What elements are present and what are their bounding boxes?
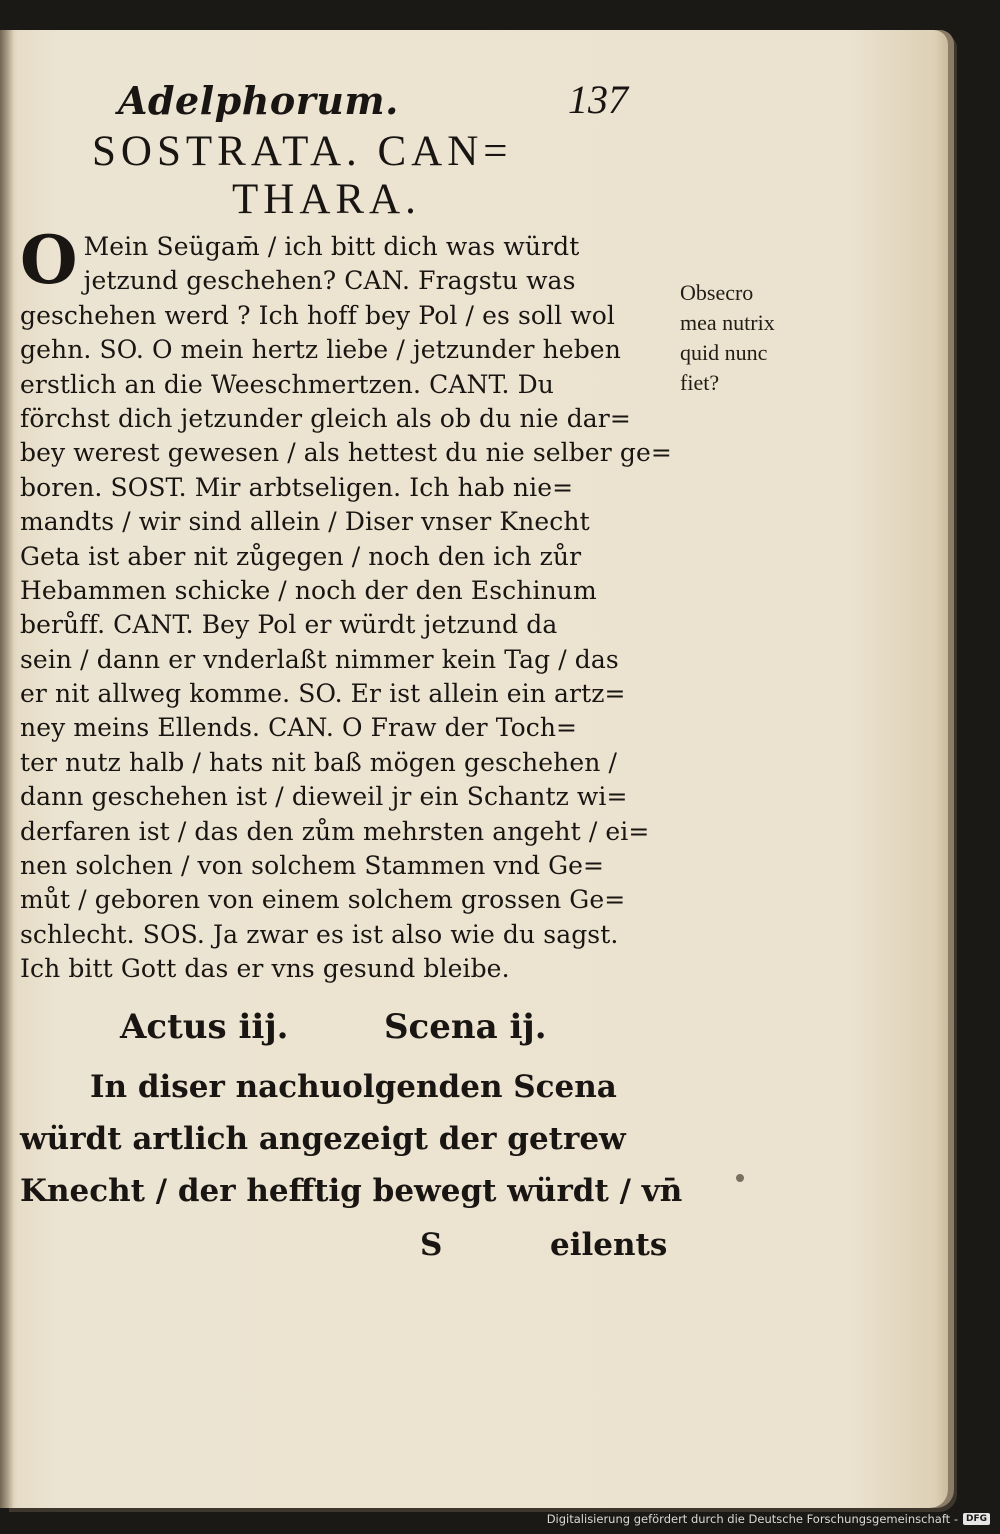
text-line: Geta ist aber nit zůgegen / noch den ich zůr bbox=[20, 541, 582, 571]
text-line: gehn. SO. O mein hertz liebe / jetzunder heben bbox=[20, 335, 621, 365]
dialogue-text bbox=[20, 221, 672, 987]
page-foot bbox=[20, 1217, 670, 1277]
text-line: erstlich an die Weeschmertzen. CANT. Du bbox=[20, 369, 554, 399]
text-line: geschehen werd ? Ich hoff bey Pol / es soll wol bbox=[20, 300, 616, 330]
scene-heading bbox=[20, 128, 670, 224]
text-line: schlecht. SOS. Ja zwar es ist also wie du sagst. bbox=[20, 919, 619, 949]
text-line: můt / geboren von einem solchem grossen Ge= bbox=[20, 885, 626, 915]
argument-line: würdt artlich angezeigt der getrew bbox=[20, 1120, 626, 1157]
footer-text: Digitalisierung gefördert durch die Deutsche Forschungsgemeinschaft - bbox=[546, 1512, 958, 1526]
marginal-line: fiet? bbox=[680, 370, 720, 395]
text-line: er nit allweg komme. SO. Er ist allein ein artz= bbox=[20, 679, 626, 709]
running-title: Adelphorum. bbox=[118, 78, 399, 123]
scene-heading-line-2: THARA. bbox=[232, 176, 421, 223]
running-head bbox=[20, 70, 670, 126]
paper-speck bbox=[736, 1174, 744, 1182]
act-label: Actus iij. bbox=[120, 1006, 289, 1047]
catchword: eilents bbox=[550, 1226, 668, 1263]
dfg-logo-icon: DFG bbox=[963, 1513, 990, 1525]
text-line: derfaren ist / das den zům mehrsten angeht / ei= bbox=[20, 816, 650, 846]
argument-line: Knecht / der hefftig bewegt würdt / vn̄ bbox=[20, 1172, 683, 1209]
text-line: jetzund geschehen? CAN. Fragstu was bbox=[83, 266, 576, 296]
text-line: ney meins Ellends. CAN. O Fraw der Toch= bbox=[20, 713, 578, 743]
text-line: Mein Seügam̄ / ich bitt dich was würdt bbox=[83, 232, 580, 261]
text-line: Ich bitt Gott das er vns gesund bleibe. bbox=[20, 954, 510, 984]
text-line: förchst dich jetzunder gleich als ob du nie dar= bbox=[20, 403, 631, 433]
text-line: boren. SOST. Mir arbtseligen. Ich hab nie= bbox=[20, 472, 574, 502]
scene-heading-line-1: SOSTRATA. CAN= bbox=[92, 128, 513, 175]
scene-label: Scena ij. bbox=[384, 1006, 547, 1047]
signature-mark: S bbox=[420, 1226, 443, 1263]
text-line: Hebammen schicke / noch der den Eschinum bbox=[20, 575, 597, 605]
text-line: mandts / wir sind allein / Diser vnser Knecht bbox=[20, 507, 590, 537]
text-line: sein / dann er vnderlaßt nimmer kein Tag / das bbox=[20, 644, 619, 674]
digitization-footer bbox=[547, 1510, 990, 1528]
text-line: dann geschehen ist / dieweil jr ein Schantz wi= bbox=[20, 782, 628, 812]
text-line: nen solchen / von solchem Stammen vnd Ge= bbox=[20, 851, 605, 881]
scene-argument bbox=[20, 1061, 683, 1217]
text-block bbox=[20, 70, 683, 1277]
marginal-note bbox=[680, 278, 820, 398]
marginal-line: quid nunc bbox=[680, 340, 768, 365]
page-number: 137 bbox=[568, 77, 628, 122]
marginal-line: Obsecro bbox=[680, 280, 754, 305]
argument-line: In diser nachuolgenden Scena bbox=[90, 1068, 617, 1105]
text-line: berůff. CANT. Bey Pol er würdt jetzund da bbox=[20, 610, 558, 640]
text-line: ter nutz halb / hats nit baß mögen geschehen / bbox=[20, 747, 617, 777]
marginal-line: mea nutrix bbox=[680, 310, 775, 335]
act-scene-heading bbox=[20, 995, 670, 1057]
gutter-shadow bbox=[0, 30, 14, 1508]
decorated-initial: O bbox=[20, 221, 78, 299]
text-line: bey werest gewesen / als hettest du nie selber ge= bbox=[20, 438, 672, 468]
